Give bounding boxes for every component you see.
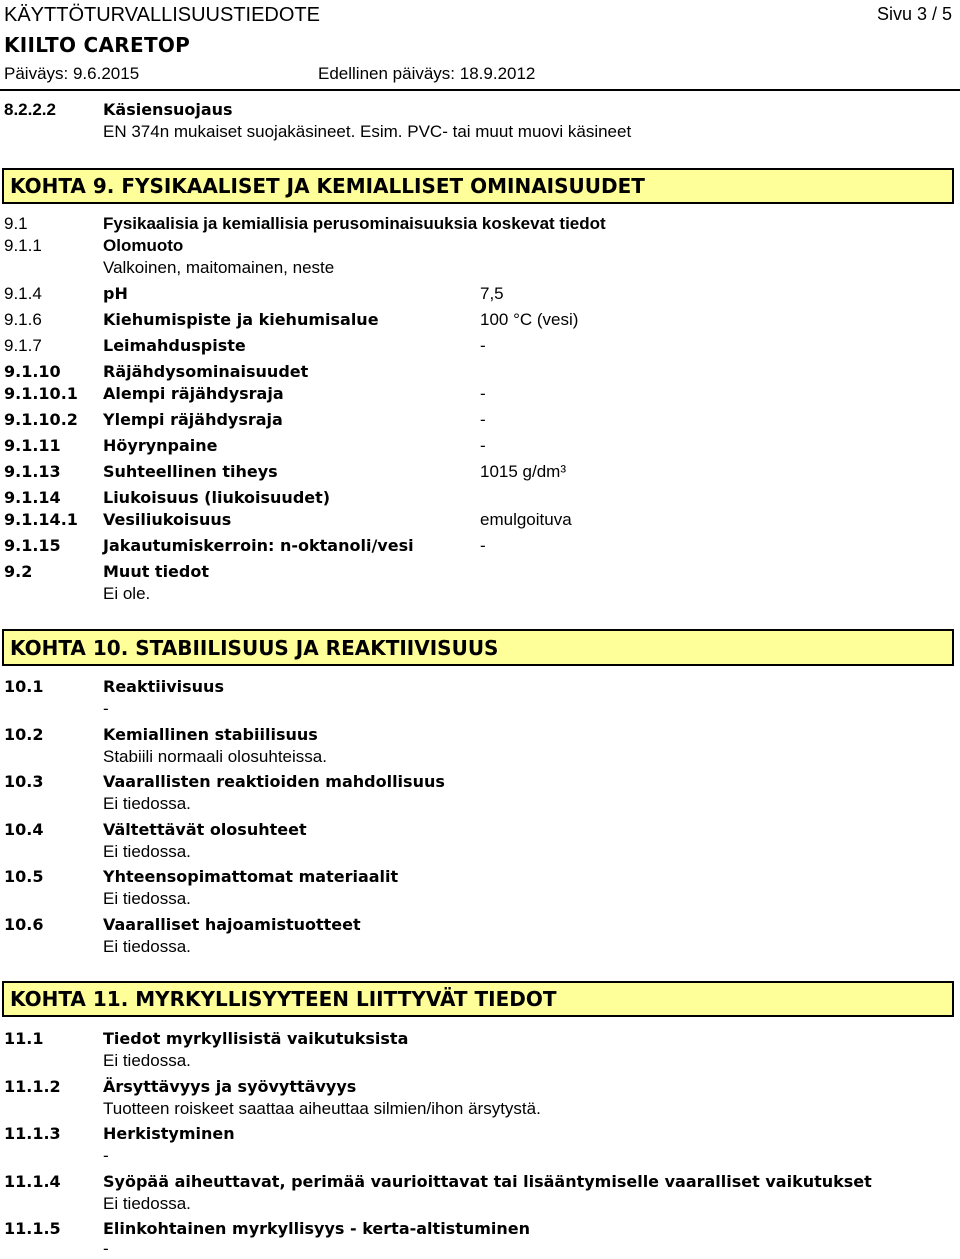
- section-10-heading: KOHTA 10. STABIILISUUS JA REAKTIIVISUUS: [2, 629, 954, 666]
- company-name: KIILTO CARETOP: [4, 33, 191, 57]
- page-number: Sivu 3 / 5: [876, 4, 952, 24]
- s8-num: 8.2.2.2: [4, 100, 56, 119]
- previous-date: Edellinen päiväys: 18.9.2012: [318, 64, 536, 83]
- document-title: KÄYTTÖTURVALLISUUSTIEDOTE: [4, 4, 320, 26]
- header-divider: [0, 89, 960, 91]
- s8-title: Käsiensuojaus: [103, 100, 233, 119]
- sds-page: KÄYTTÖTURVALLISUUSTIEDOTE Sivu 3 / 5 KIILTO CARETOP Päiväys: 9.6.2015 Edellinen päiväys: 18.9.2012 8.2.2.2 Käsiensuojaus EN 374n mukaiset suojakäsineet. Esim. PVC- tai muut muovi käsineet KOHTA 9. FYSIKAALISET JA KEMIALLISET OMINAISUUDET 9.1 Fysikaalisia ja kemiallisia perusominaisuuksia koskevat tiedot 9.1.1 Olomuoto Valkoinen, maitomainen, neste 9.1.4 pH 7,5 9.1.6 Kiehumispiste ja kiehumisalue 100 °C (vesi) 9.1.7 Leimahduspiste - 9.1.10 Räjähdysominaisuudet 9.1.10.1 Alempi räjähdysraja - 9.1.10.2 Ylempi räjähdysraja - 9.1.11 Höyrynpaine - 9.1.13 Suhteellinen tiheys 1015 g/dm³ 9.1.14 Liukoisuus (liukoisuudet) 9.1.14.1 Vesiliukoisuus emulgoituva 9.1.15 Jakautumiskerroin: n-oktanoli/vesi - 9.2 Muut tiedot Ei ole. KOHTA 10. STABIILISUUS JA REAKTIIVISUUS 10.1 Reaktiivisuus - 10.2 Kemiallinen stabiilisuus Stabiili normaali olosuhteissa. 10.3 Vaarallisten reaktioiden mahdollisuus Ei tiedossa. 10.4 Vältettävät olosuhteet Ei tiedossa. 10.5 Yhteensopimattomat materiaalit Ei tiedossa. 10.6 Vaaralliset hajoamistuotteet Ei tiedossa. KOHTA 11. MYRKYLLISYYTEEN LIITTYVÄT TIEDOT 11.1 Tiedot myrkyllisistä vaikutuksista Ei tiedossa. 11.1.2 Ärsyttävyys ja syövyttävyys Tuotteen roiskeet saattaa aiheuttaa silmien/ihon ärsytystä. 11.1.3 Herkistyminen - 11.1.4 Syöpää aiheuttavat, perimää vaurioittavat tai lisääntymiselle vaaralliset vaikutukset Ei tiedossa. 11.1.5 Elinkohtainen myrkyllisyys - kerta-altistuminen -: [0, 0, 960, 1255]
- section-11-heading: KOHTA 11. MYRKYLLISYYTEEN LIITTYVÄT TIEDOT: [2, 981, 954, 1017]
- section-9-heading: KOHTA 9. FYSIKAALISET JA KEMIALLISET OMINAISUUDET: [2, 168, 954, 204]
- issue-date: Päiväys: 9.6.2015: [4, 64, 140, 83]
- s8-text: EN 374n mukaiset suojakäsineet. Esim. PVC- tai muut muovi käsineet: [103, 122, 632, 141]
